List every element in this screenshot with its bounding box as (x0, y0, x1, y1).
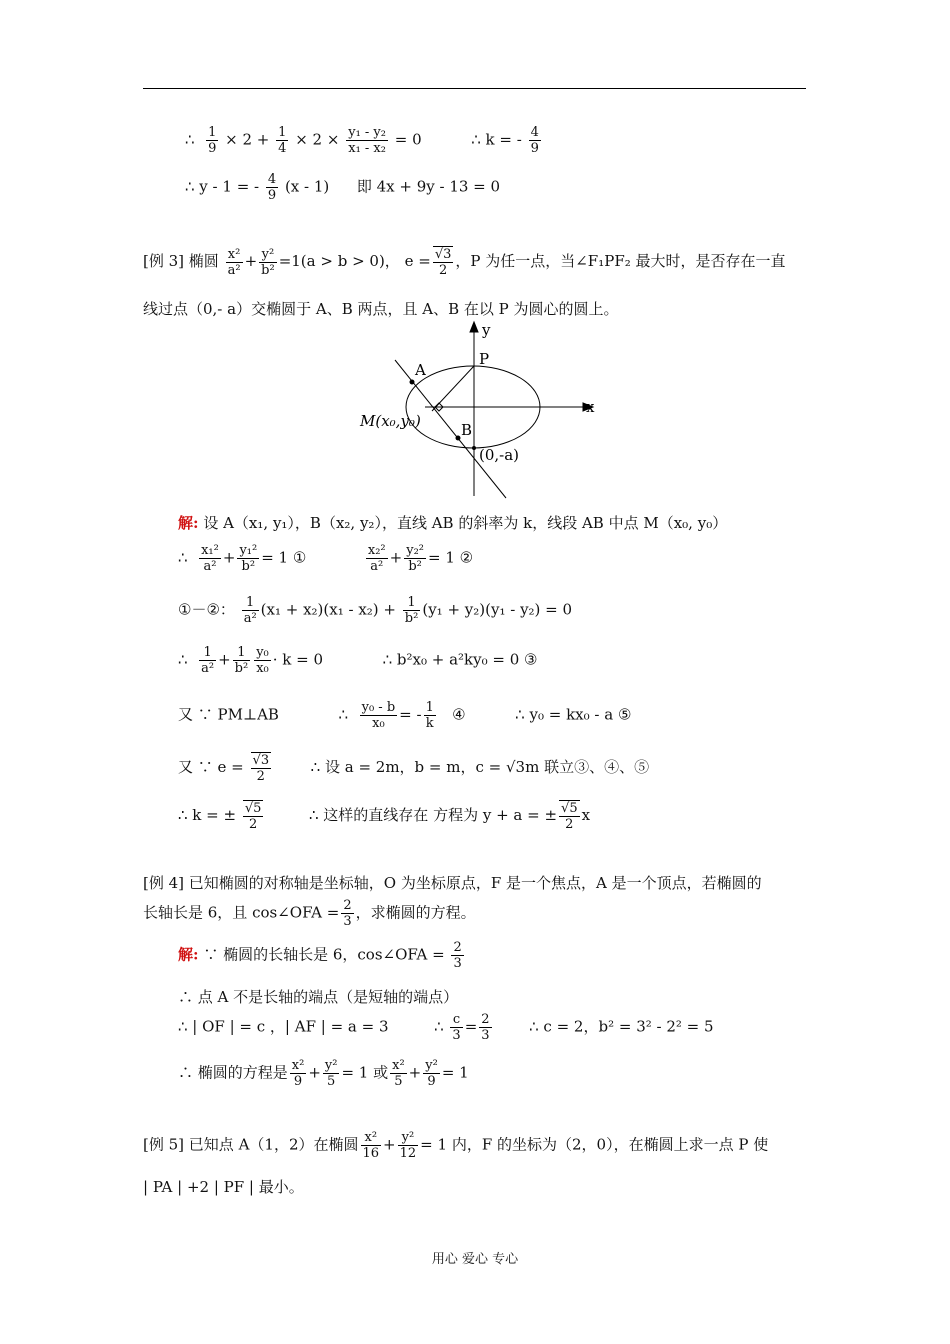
example-3-question-line-2: 线过点（0,- a）交椭圆于 A、B 两点，且 A、B 在以 P 为圆心的圆上。 (143, 300, 619, 318)
y-axis-label: y (482, 321, 491, 339)
equation-difference: ①－②： $\frac{1}{\text{a²}}$ (x₁ + x₂)(x₁ - x₂) + $\frac{1}{\text{b²}}$ (y₁ + y₂)(y₁ - y₂) = 0 (178, 595, 573, 626)
equation-3: ∴ $\frac{1}{\text{a²}}$ + $\frac{1}{\text{b²}}$ $\frac{\text{y₀}}{\text{x₀}}$ · k = 0 ∴ b²x₀ + a²ky₀ = 0 ③ (178, 645, 538, 676)
example-4-solution-line-3: ∴ | OF | = c ，| AF | = a = 3 ∴ $\frac{c}{3}$ = $\frac{2}{3}$ ∴ c = 2，b² = 3² - 2² = 5 (178, 1012, 714, 1043)
example-3-question-line-1: [例 3] 椭圆 $\frac{\text{x²}}{\text{a²}}$ + $\frac{\text{y²}}{\text{b²}}$ =1(a > b > 0)， e = $\frac{√3}{2}$ ，P 为任一点，当∠F₁PF₂ 最大时，是否存在一直 (143, 246, 786, 278)
example-5-question-line-1: [例 5] 已知点 A（1，2）在椭圆 $\frac{\text{x²}}{16}$ + $\frac{\text{y²}}{12}$ = 1 内，F 的坐标为（2，0），在椭圆上求一点 P 使 (143, 1130, 769, 1161)
example-5-question-line-2: | PA | +2 | PF | 最小。 (143, 1178, 304, 1196)
point-a (410, 380, 415, 385)
label-a: A (415, 361, 426, 379)
equation-4-5: 又 ∵ PM⊥AB ∴ $\frac{\text{y₀ - b}}{\text{x₀}}$ = - $\frac{1}{k}$ ④ ∴ y₀ = kx₀ - a ⑤ (178, 700, 632, 731)
y-axis-arrow (470, 322, 478, 332)
label-0-neg-a: (0,-a) (479, 446, 520, 464)
point-b (456, 436, 461, 441)
continued-equation-line-2: ∴ y - 1 = - $\frac{4}{9}$ (x - 1) 即 4x + 9y - 13 = 0 (185, 172, 501, 203)
example-3-solution-intro: 解: 设 A（x₁, y₁），B（x₂, y₂），直线 AB 的斜率为 k，线段 AB 中点 M（x₀, y₀） (178, 514, 728, 532)
ellipse-figure (355, 318, 605, 503)
label-p: P (479, 350, 490, 368)
header-rule (143, 88, 806, 89)
x-axis-label: x (586, 398, 595, 416)
point-0-neg-a (472, 446, 476, 450)
label-b: B (461, 421, 473, 439)
example-4-solution-line-2: ∴ 点 A 不是长轴的端点（是短轴的端点） (178, 988, 459, 1006)
result-line: ∴ k = ± $\frac{√5}{2}$ ∴ 这样的直线存在 方程为 y + a = ± $\frac{√5}{2}$ x (178, 801, 591, 832)
example-4-solution-line-1: 解: ∵ 椭圆的长轴长是 6，cos∠OFA = $\frac{2}{3}$ (178, 940, 462, 971)
label-m: M(x₀,y₀) (360, 412, 421, 430)
example-4-solution-line-4: ∴ 椭圆的方程是 $\frac{\text{x²}}{9}$ + $\frac{\text{y²}}{5}$ = 1 或 $\frac{\text{x²}}{5}$ + $\frac{\text{y²}}{9}$ = 1 (178, 1058, 469, 1089)
example-4-question-line-1: [例 4] 已知椭圆的对称轴是坐标轴，O 为坐标原点，F 是一个焦点，A 是一个顶点，若椭圆的 (143, 874, 762, 892)
page-footer: 用心 爱心 专心 (431, 1252, 519, 1267)
continued-equation-line-1: ∴ $\frac{1}{9}$ × 2 + $\frac{1}{4}$ × 2 × $\frac{\text{y₁ - y₂}}{\text{x₁ - x₂}}$ = 0 ∴ k = - $\frac{4}{9}$ (185, 125, 539, 156)
equation-1-2: ∴ $\frac{\text{x₁²}}{\text{a²}}$ + $\frac{\text{y₁²}}{\text{b²}}$ = 1 ① $\frac{\text{x₂²}}{\text{a²}}$ + $\frac{\text{y₂²}}{\text{b²}}$ = 1 ② (178, 543, 474, 574)
example-4-question-line-2: 长轴长是 6，且 cos∠OFA = $\frac{2}{3}$ ，求椭圆的方程。 (143, 898, 476, 929)
eccentricity-line: 又 ∵ e = $\frac{√3}{2}$ ∴ 设 a = 2m，b = m，c = √3m 联立③、④、⑤ (178, 753, 650, 784)
